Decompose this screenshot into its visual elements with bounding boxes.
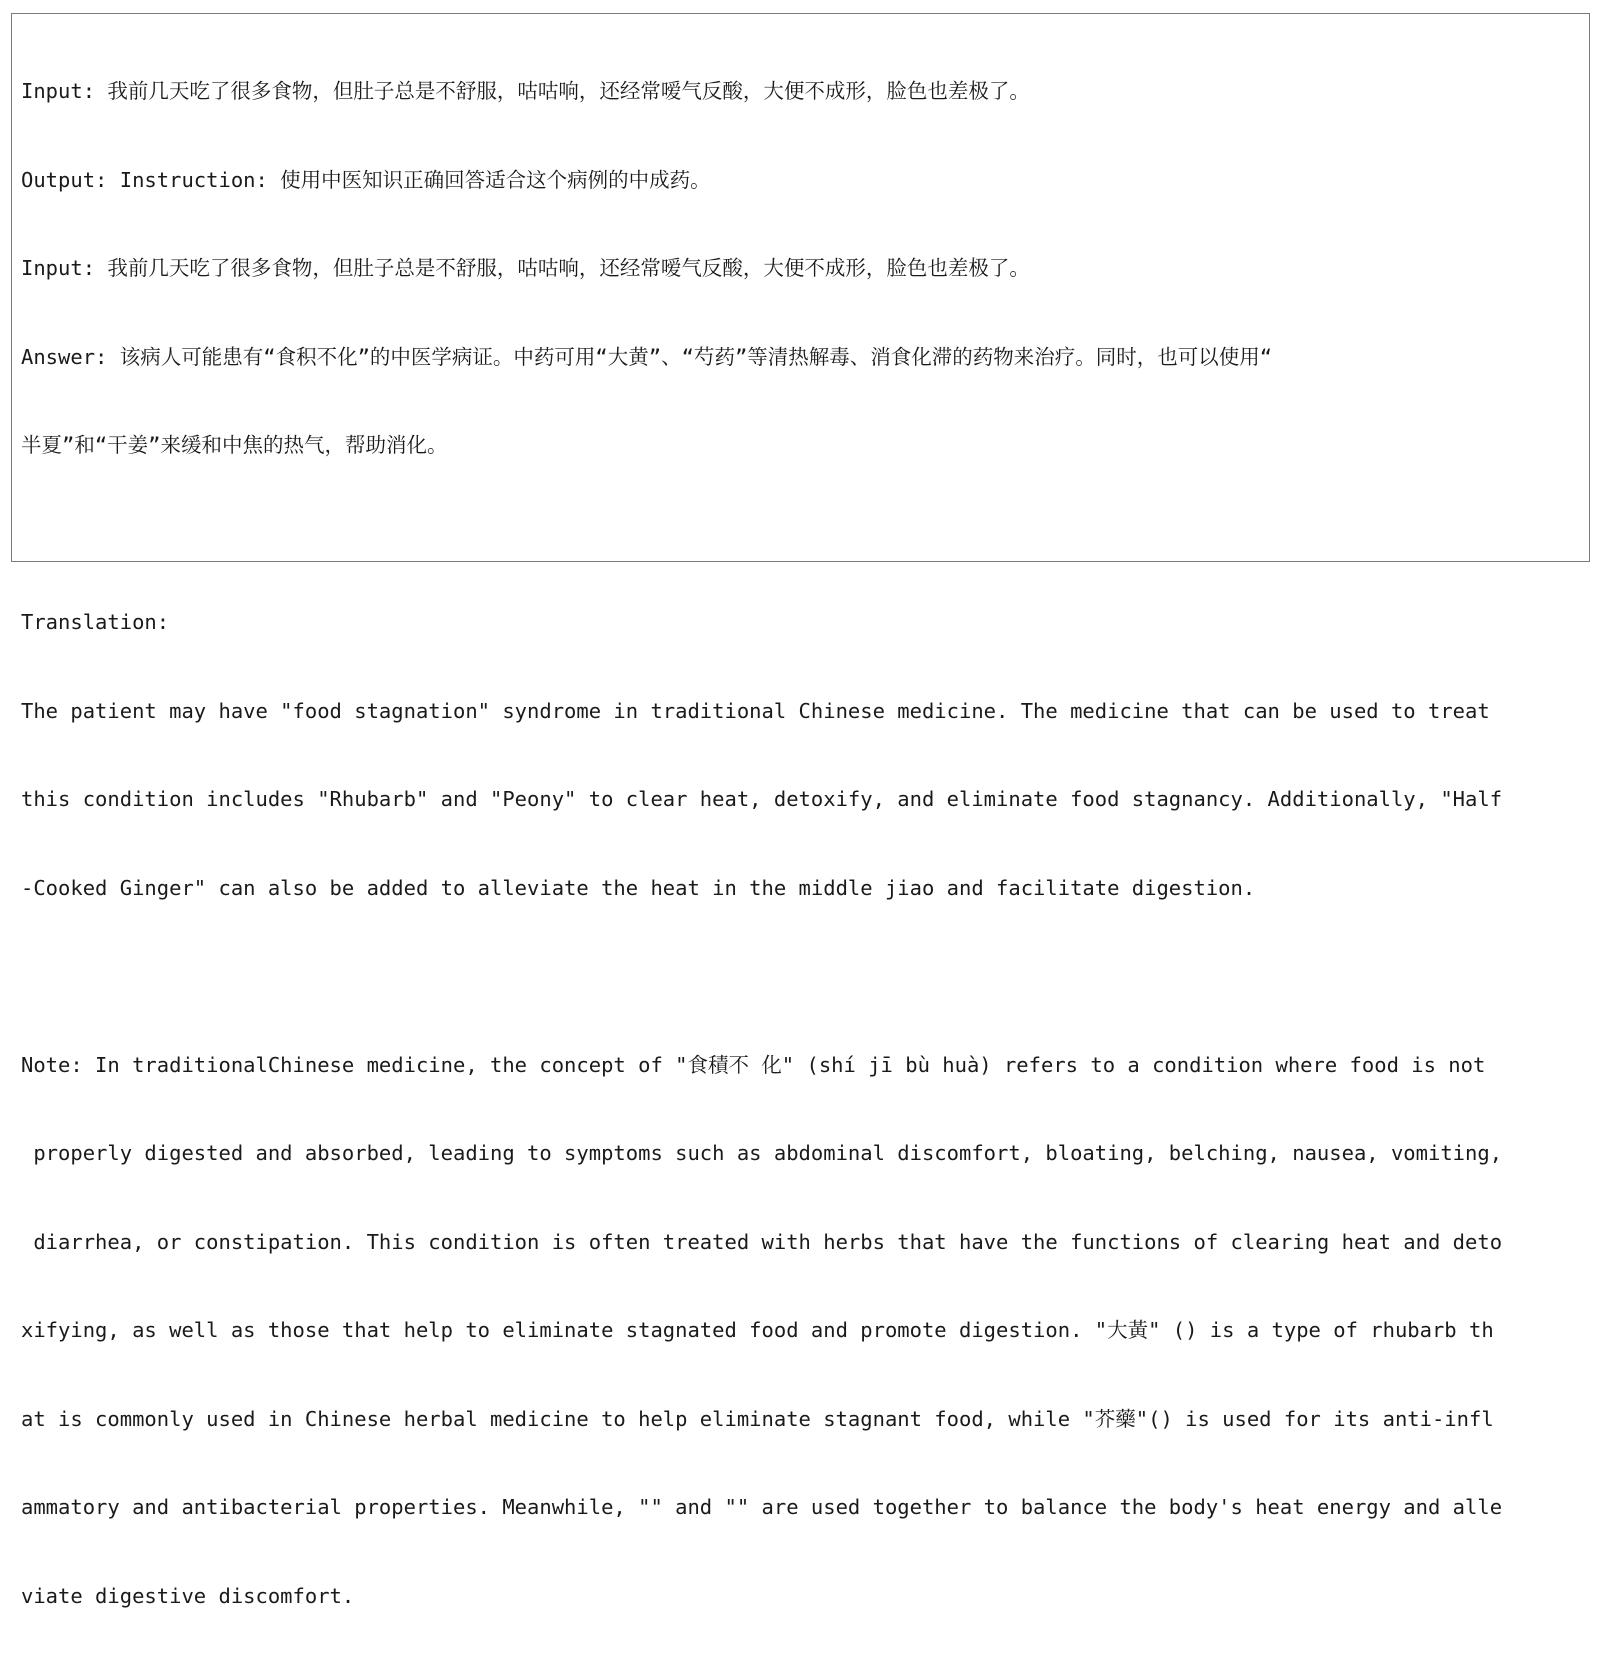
input-line-1: Input: 我前几天吃了很多食物，但肚子总是不舒服，咕咕响，还经常嗳气反酸，大便不成形，脸色也差极了。 bbox=[21, 79, 1030, 103]
note-line-4: xifying, as well as those that help to eliminate stagnated food and promote digestion. "大黃" () is a type of rhubarb th bbox=[21, 1318, 1494, 1342]
translation-line-2: this condition includes "Rhubarb" and "Peony" to clear heat, detoxify, and eliminate food stagnancy. Additionally, "Half bbox=[21, 787, 1503, 811]
translation-line-1: The patient may have "food stagnation" syndrome in traditional Chinese medicine. The medicine that can be used to treat bbox=[21, 698, 1490, 723]
answer-line-2: 半夏”和“干姜”来缓和中焦的热气，帮助消化。 bbox=[21, 433, 448, 457]
note-line-1: Note: In traditionalChinese medicine, the concept of "食積不 化" (shí jī bù huà) refers to a condition where food is not bbox=[21, 1052, 1486, 1077]
note-line-6: ammatory and antibacterial properties. Meanwhile, "" and "" are used together to balance the body's heat energy and alle bbox=[21, 1495, 1503, 1519]
note-line-5: at is commonly used in Chinese herbal medicine to help eliminate stagnant food, while "芥藥"() is used for its anti-infl bbox=[21, 1406, 1494, 1431]
answer-line-1: Answer: 该病人可能患有“食积不化”的中医学病证。中药可用“大黄”、“芍药”等清热解毒、消食化滞的药物来治疗。同时，也可以使用“ bbox=[21, 344, 1273, 369]
note-line-3: diarrhea, or constipation. This condition is often treated with herbs that have the functions of clearing heat and deto bbox=[21, 1229, 1503, 1254]
note-line-2: properly digested and absorbed, leading to symptoms such as abdominal discomfort, bloating, belching, nausea, vomiting, bbox=[21, 1141, 1503, 1165]
spacer bbox=[21, 962, 1581, 992]
record-text bbox=[21, 18, 1581, 1670]
output-instruction-line: Output: Instruction: 使用中医知识正确回答适合这个病例的中成药。 bbox=[21, 167, 711, 192]
spacer bbox=[21, 520, 1581, 550]
translation-line-3: -Cooked Ginger" can also be added to alleviate the heat in the middle jiao and facilitate digestion. bbox=[21, 875, 1256, 900]
translation-heading: Translation: bbox=[21, 610, 170, 634]
text-frame bbox=[11, 13, 1590, 1608]
note-line-7: viate digestive discomfort. bbox=[21, 1583, 355, 1608]
input-line-2: Input: 我前几天吃了很多食物，但肚子总是不舒服，咕咕响，还经常嗳气反酸，大便不成形，脸色也差极了。 bbox=[21, 256, 1030, 280]
